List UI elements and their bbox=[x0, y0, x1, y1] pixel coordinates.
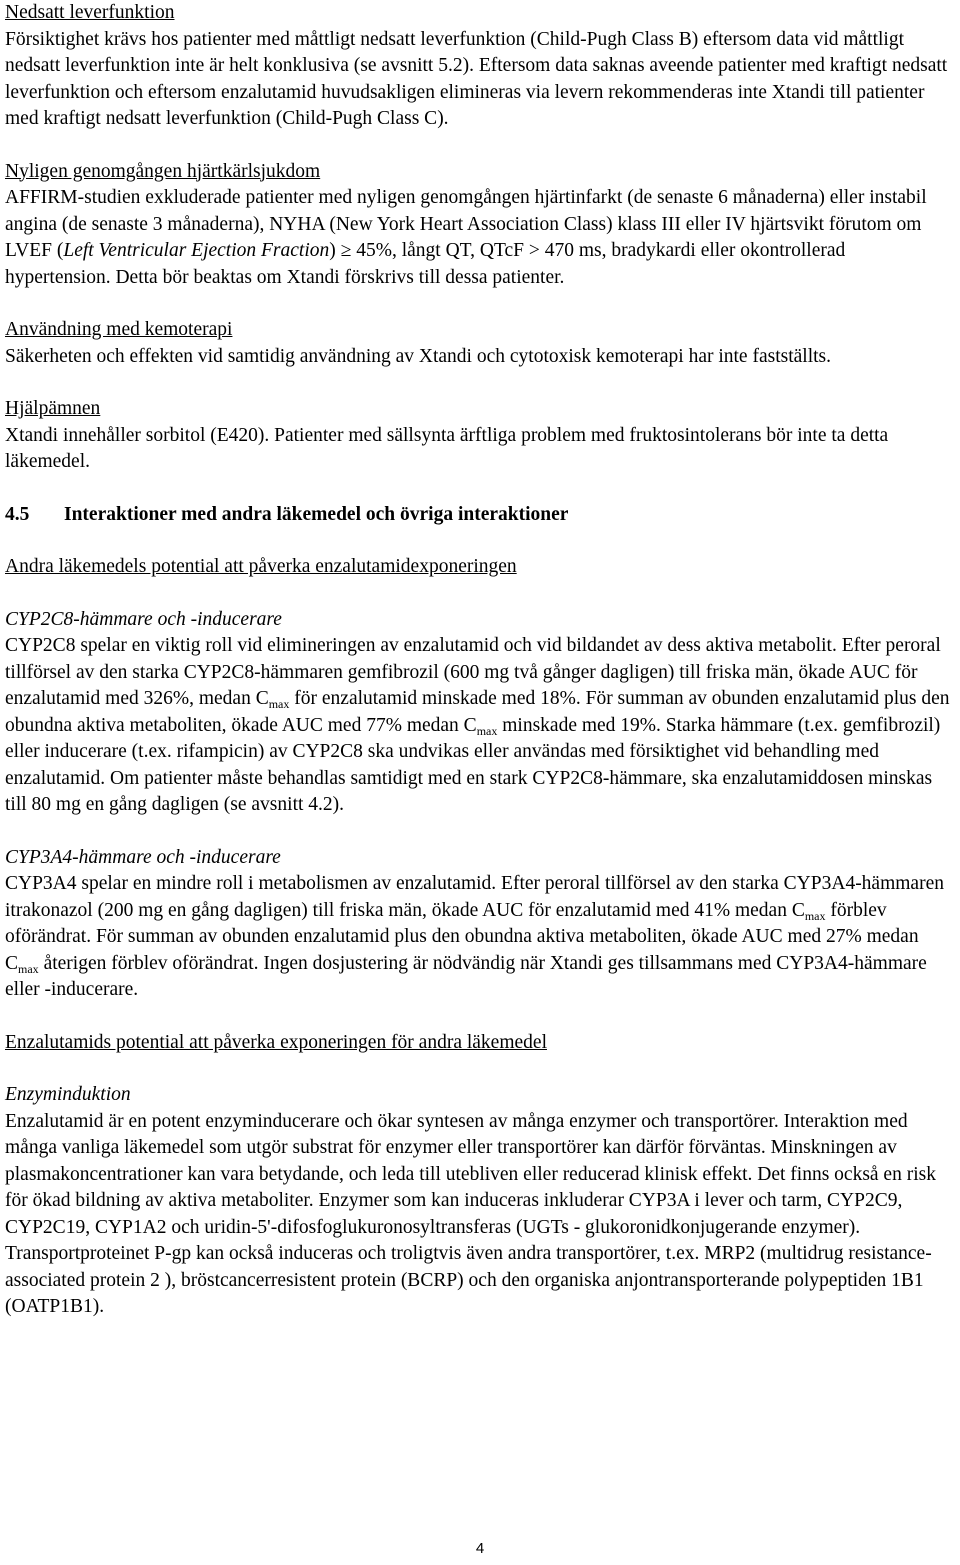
cyp2c8-paragraph bbox=[5, 633, 953, 819]
cmax-subscript: max bbox=[18, 961, 39, 976]
cardio-text-b: ) ≥ 45%, långt QT, QTcF > 470 ms, bradykardi eller okontrollerad hypertension. Detta bör beaktas om Xtandi förskrivs till dessa patienter. bbox=[5, 240, 846, 288]
section-title: Interaktioner med andra läkemedel och övriga interaktioner bbox=[64, 503, 569, 525]
excipients-paragraph: Xtandi innehåller sorbitol (E420). Patienter med sällsynta ärftliga problem med fruktosintolerans bör inte ta detta läkemedel. bbox=[5, 424, 889, 472]
cyp3a4-text-1: CYP3A4 spelar en mindre roll i metabolismen av enzalutamid. Efter peroral tillförsel av den starka CYP3A4-hämmaren itrakonazol (200 mg en gång dagligen) till friska män, ökade AUC för enzalutamid med 41% medan C bbox=[5, 873, 944, 921]
liver-paragraph: Försiktighet krävs hos patienter med måttligt nedsatt leverfunktion (Child-Pugh Class B) eftersom data vid måttligt nedsatt leverfunktion inte är helt konklusiva (se avsnitt 5.2). Eftersom data saknas aveende patienter med kraftigt nedsatt leverfunktion och eftersom enzalutamid huvudsakligen elimineras via levern rekommenderas inte Xtandi till patienter med kraftigt nedsatt leverfunktion (Child-Pugh Class C). bbox=[5, 28, 948, 129]
cardio-lvef-italic: Left Ventricular Ejection Fraction bbox=[63, 240, 330, 261]
cyp3a4-heading: CYP3A4-hämmare och -inducerare bbox=[5, 846, 281, 868]
page-number: 4 bbox=[475, 1540, 485, 1557]
cmax-subscript: max bbox=[476, 723, 498, 738]
section-number: 4.5 bbox=[5, 503, 30, 525]
cyp2c8-text-3: minskade med 19%. Starka hämmare (t.ex. gemfibrozil) eller inducerare (t.ex. rifampicin) av CYP2C8 ska undvikas eller användas med försiktighet vid behandling med enzalutamid. Om patienter måste behandlas samtidigt med en stark CYP2C8-hämmare, ska enzalutamiddosen minskas till 80 mg en gång dagligen (se avsnitt 4.2). bbox=[5, 714, 941, 815]
enzalutamide-potential-subheading: Enzalutamids potential att påverka exponeringen för andra läkemedel bbox=[5, 1031, 547, 1053]
section-4-5-heading bbox=[5, 502, 953, 529]
cyp3a4-text-3: återigen förblev oförändrat. Ingen dosjustering är nödvändig när Xtandi ges tillsammans med CYP3A4-hämmare eller -inducerare. bbox=[5, 952, 927, 1000]
chemo-heading: Användning med kemoterapi bbox=[5, 319, 233, 340]
cyp2c8-heading: CYP2C8-hämmare och -inducerare bbox=[5, 608, 282, 630]
excipients-heading: Hjälpämnen bbox=[5, 398, 101, 419]
cyp2c8-text-1: CYP2C8 spelar en viktig roll vid elimineringen av enzalutamid och vid bildandet av dess aktiva metabolit. Efter peroral tillförsel av den starka CYP2C8-hämmaren gemfibrozil (600 mg två gånger dagligen) till friska män, ökade AUC för enzalutamid med 326%, medan C bbox=[5, 635, 941, 709]
cyp3a4-paragraph bbox=[5, 871, 953, 1004]
enzyme-induction-heading: Enzyminduktion bbox=[5, 1084, 131, 1105]
cyp3a4-text-2: förblev oförändrat. För summan av obunden enzalutamid plus den obundna aktiva metaboliten, ökade AUC med 27% medan C bbox=[5, 899, 919, 974]
liver-heading: Nedsatt leverfunktion bbox=[5, 2, 175, 23]
cmax-subscript: max bbox=[268, 697, 290, 711]
document-page bbox=[5, 0, 953, 1321]
cyp2c8-text-2: för enzalutamid minskade med 18%. För summan av obunden enzalutamid plus den obundna aktiva metaboliten, ökade AUC med 77% medan C bbox=[5, 688, 950, 736]
cmax-subscript: max bbox=[804, 908, 826, 923]
other-drugs-subheading: Andra läkemedels potential att påverka enzalutamidexponeringen bbox=[5, 556, 517, 577]
enzyme-induction-paragraph: Enzalutamid är en potent enzyminducerare och ökar syntesen av många enzymer och transportörer. Interaktion med många vanliga läkemedel som utgör substrat för enzymer eller transportörer kan därför förväntas. Minskningen av plasmakoncentrationer kan vara betydande, och leda till utebliven eller reducerad klinisk effekt. Det finns också en risk för ökad bildning av aktiva metaboliter. Enzymer som kan induceras inkluderar CYP3A i lever och tarm, CYP2C9, CYP2C19, CYP1A2 och uridin-5'-difosfoglukuronosyltransferas (UGTs - glukoronidkonjugerande enzymer). Transportproteinet P-gp kan också induceras och troligtvis även andra transportörer, t.ex. MRP2 (multidrug resistance-associated protein 2 ), bröstcancerresistent protein (BCRP) och den organiska anjontransporterande polypeptiden 1B1 (OATP1B1). bbox=[5, 1110, 936, 1317]
cardio-text-a: AFFIRM-studien exkluderade patienter med nyligen genomgången hjärtinfarkt (de senaste 6 månaderna) eller instabil angina (de senaste 3 månaderna), NYHA (New York Heart Association Class) klass III eller IV hjärtsvikt förutom om LVEF ( bbox=[5, 187, 927, 261]
cardio-paragraph bbox=[5, 185, 953, 291]
cardio-heading: Nyligen genomgången hjärtkärlsjukdom bbox=[5, 160, 321, 182]
chemo-paragraph: Säkerheten och effekten vid samtidig användning av Xtandi och cytotoxisk kemoterapi har inte fastställts. bbox=[5, 345, 831, 367]
